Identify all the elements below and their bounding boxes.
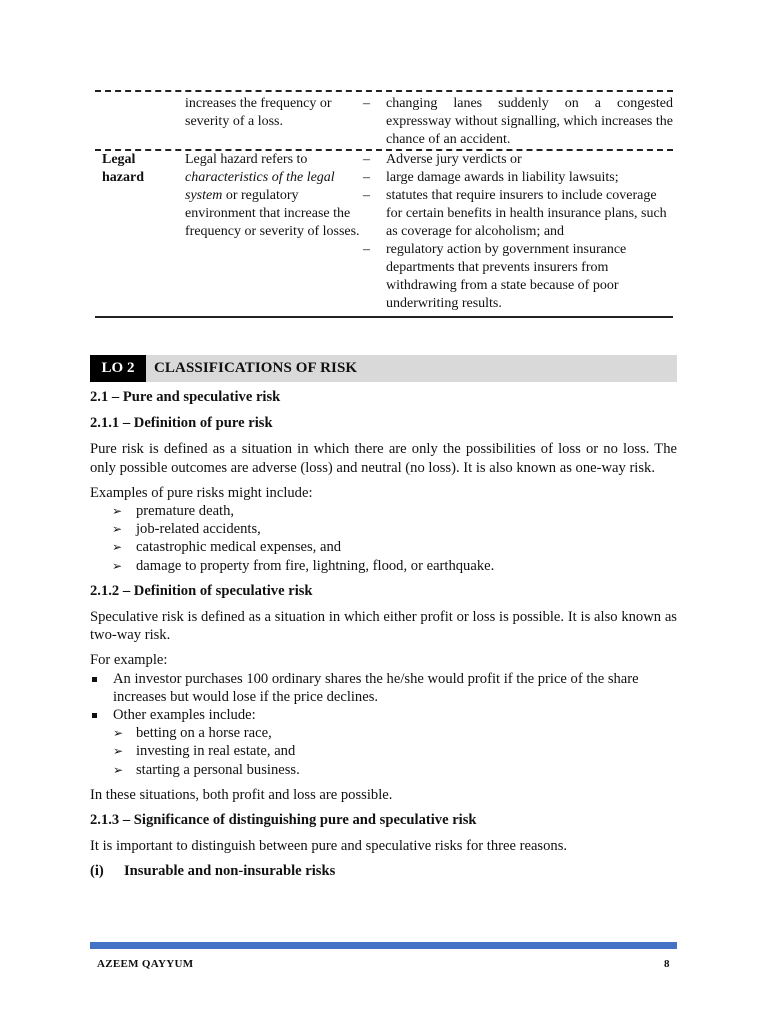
learning-objective-banner <box>90 355 677 382</box>
subsection-heading: 2.1.3 – Significance of distinguishing pure and speculative risk <box>90 812 477 829</box>
body-content <box>90 388 677 881</box>
paragraph: It is important to distinguish between pure and speculative risks for three reasons. <box>90 838 568 855</box>
table-example-text: statutes that require insurers to include coverage for certain benefits in health insurance plans, such as coverage for alcoholism; and <box>386 188 667 239</box>
table-bottom-rule <box>95 316 673 318</box>
subsection-heading: 2.1.1 – Definition of pure risk <box>90 415 273 432</box>
definition-italic: characteristics of the legal system <box>185 170 335 203</box>
heading-number: (i) <box>90 863 104 880</box>
table-row <box>95 92 673 149</box>
square-bullet-icon <box>92 713 97 718</box>
list-item-text: premature death, <box>136 503 235 520</box>
arrow-bullet-icon: ➢ <box>112 504 123 519</box>
footer-author: AZEEM QAYYUM <box>97 958 194 970</box>
page-number: 8 <box>664 958 670 970</box>
hazard-definition-cell <box>185 151 363 313</box>
speculative-risk-examples <box>113 724 677 779</box>
square-bullet-icon <box>92 677 97 682</box>
arrow-bullet-icon: ➢ <box>113 762 124 777</box>
list-item <box>113 761 677 779</box>
table-example-item <box>363 169 673 187</box>
dash-bullet-icon: – <box>363 242 370 257</box>
hazard-name-line: Legal <box>102 152 136 167</box>
heading-text: Insurable and non-insurable risks <box>124 863 336 880</box>
numbered-heading <box>90 862 677 880</box>
table-example-text: regulatory action by government insurance departments that prevents insurers from withdrawing from a state because of poor underwriting results. <box>386 242 627 311</box>
list-item <box>90 502 677 520</box>
list-item <box>90 538 677 556</box>
list-item <box>113 724 677 742</box>
dash-bullet-icon: – <box>363 170 370 185</box>
arrow-bullet-icon: ➢ <box>112 558 123 573</box>
lo-title: CLASSIFICATIONS OF RISK <box>154 360 358 376</box>
definition-text: Legal hazard refers to <box>185 152 308 167</box>
subsection-heading: 2.1.2 – Definition of speculative risk <box>90 582 313 599</box>
lo-tag: LO 2 <box>90 355 146 382</box>
table-example-item <box>363 187 673 241</box>
list-item-text: betting on a horse race, <box>136 725 272 742</box>
table-row <box>95 151 673 313</box>
table-example-text: large damage awards in liability lawsuits; <box>386 170 619 185</box>
list-item <box>113 742 677 760</box>
paragraph: In these situations, both profit and loss are possible. <box>90 786 393 803</box>
arrow-bullet-icon: ➢ <box>112 522 123 537</box>
paragraph: For example: <box>90 652 168 669</box>
list-item <box>90 557 677 575</box>
list-item <box>90 706 677 779</box>
hazard-table <box>95 90 673 318</box>
hazard-name-cell <box>95 95 185 149</box>
list-item <box>90 670 677 706</box>
definition-text: or regulatory environment that increase the frequency or severity of losses. <box>185 188 360 239</box>
dash-bullet-icon: – <box>363 96 370 111</box>
arrow-bullet-icon: ➢ <box>112 540 123 555</box>
hazard-examples-cell <box>363 95 673 149</box>
dash-bullet-icon: – <box>363 152 370 167</box>
list-item-text: An investor purchases 100 ordinary shares the he/she would profit if the price of the share increases but would lose if the price declines. <box>113 670 639 705</box>
list-item-text: starting a personal business. <box>136 761 300 778</box>
list-item-text: damage to property from fire, lightning, flood, or earthquake. <box>136 557 495 574</box>
hazard-definition-cell: increases the frequency or severity of a loss. <box>185 96 332 129</box>
table-example-text: Adverse jury verdicts or <box>386 152 522 167</box>
speculative-risk-list <box>90 670 677 779</box>
paragraph: Examples of pure risks might include: <box>90 484 313 501</box>
section-heading: 2.1 – Pure and speculative risk <box>90 389 281 405</box>
list-item-text: investing in real estate, and <box>136 743 296 760</box>
arrow-bullet-icon: ➢ <box>113 726 124 741</box>
footer-bar <box>90 942 677 949</box>
pure-risk-examples <box>90 502 677 575</box>
hazard-name-cell <box>95 151 185 313</box>
list-item-text: Other examples include: <box>113 707 256 724</box>
table-example-item <box>363 95 673 149</box>
hazard-name-line: hazard <box>102 170 144 185</box>
list-item <box>90 520 677 538</box>
table-example-item <box>363 241 673 313</box>
paragraph: Pure risk is defined as a situation in which there are only the possibilities of loss or no loss. The only possible outcomes are adverse (loss) and neutral (no loss). It is also known as one-way risk. <box>90 441 677 476</box>
hazard-examples-cell <box>363 151 673 313</box>
table-example-item <box>363 151 673 169</box>
list-item-text: catastrophic medical expenses, and <box>136 539 342 556</box>
list-item-text: job-related accidents, <box>136 521 261 538</box>
dash-bullet-icon: – <box>363 188 370 203</box>
arrow-bullet-icon: ➢ <box>113 744 124 759</box>
paragraph: Speculative risk is defined as a situation in which either profit or loss is possible. It is also known as two-way risk. <box>90 609 677 644</box>
table-example-text: changing lanes suddenly on a congested expressway without signalling, which increases the chance of an accident. <box>386 96 673 147</box>
